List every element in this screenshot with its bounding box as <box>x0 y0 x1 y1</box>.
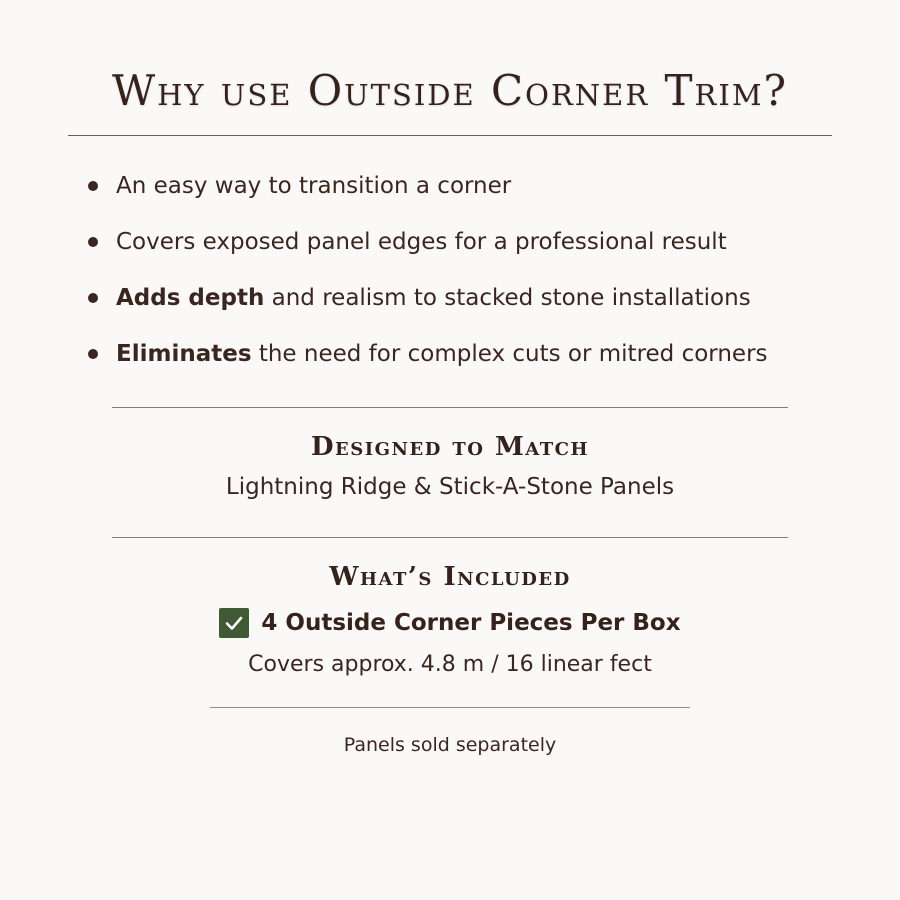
page-title: Why use Outside Corner Trim? <box>111 66 789 115</box>
designed-heading: Designed to Match <box>310 432 589 462</box>
bullet-icon <box>88 349 98 359</box>
benefits-list <box>86 166 846 390</box>
footer-divider <box>210 707 690 708</box>
included-heading: What’s Included <box>329 562 571 592</box>
included-item-row <box>0 608 900 640</box>
benefit-item <box>86 334 846 390</box>
benefit-item <box>86 222 846 278</box>
section-divider <box>112 537 788 538</box>
benefit-item <box>86 166 846 222</box>
title-divider <box>68 135 832 136</box>
designed-text: Lightning Ridge & Stick-A-Stone Panels <box>225 474 675 500</box>
benefit-text: Covers exposed panel edges for a professional result <box>116 229 727 255</box>
benefit-bold: Adds depth <box>116 285 265 311</box>
benefit-text: An easy way to transition a corner <box>116 173 512 199</box>
bullet-icon <box>88 293 98 303</box>
benefit-item <box>86 278 846 334</box>
section-divider <box>112 407 788 408</box>
coverage-text: Covers approx. 4.8 m / 16 linear fect <box>248 652 652 677</box>
footnote: Panels sold separately <box>343 734 557 756</box>
benefit-text: the need for complex cuts or mitred corners <box>251 341 768 367</box>
benefit-text: and realism to stacked stone installations <box>264 285 751 311</box>
bullet-icon <box>88 237 98 247</box>
included-item-text: 4 Outside Corner Pieces Per Box <box>261 610 681 636</box>
benefit-bold: Eliminates <box>116 341 252 367</box>
checkbox-checked-icon <box>219 608 249 638</box>
bullet-icon <box>88 181 98 191</box>
